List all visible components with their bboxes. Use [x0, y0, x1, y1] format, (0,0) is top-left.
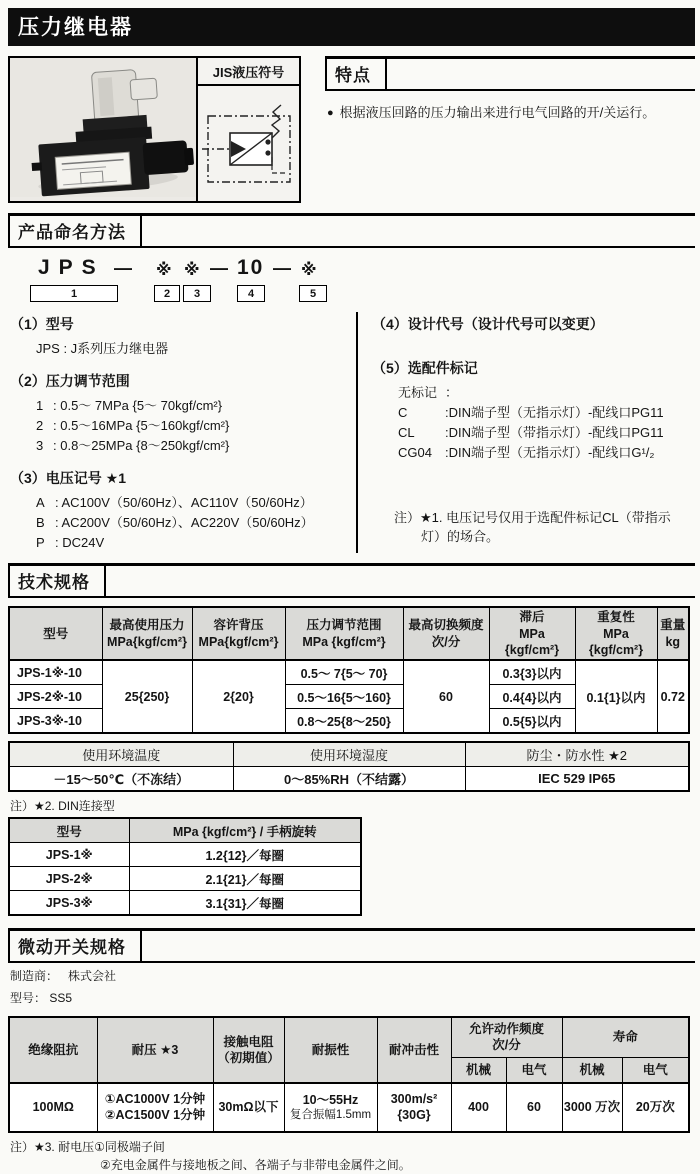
- item2-row: [10, 416, 356, 436]
- col-header-hysteresis: 滞后 MPa {kgf/cm²}: [489, 607, 575, 660]
- env-value-row: [9, 767, 689, 792]
- feature-text: 根据液压回路的压力输出来进行电气回路的开/关运行。: [339, 105, 656, 120]
- din-header-model: 型号: [9, 818, 129, 843]
- cell-back-pressure: 2{20}: [192, 660, 285, 733]
- header-shock: 耐冲击性: [377, 1017, 451, 1083]
- item5-key: C: [398, 405, 408, 421]
- item2-key: 3: [36, 437, 44, 453]
- switch-model-line: [10, 990, 695, 1007]
- col-header-max-pressure: 最高使用压力 MPa{kgf/cm²}: [102, 607, 192, 660]
- env-header-humidity: 使用环境湿度: [233, 742, 465, 767]
- item5-row: [372, 403, 695, 423]
- header-vibration: 耐振性: [284, 1017, 377, 1083]
- din-header-per-turn: MPa {kgf/cm²} / 手柄旋转: [129, 818, 361, 843]
- value-frequency-mechanical: 400: [451, 1083, 506, 1132]
- naming-column-left: [8, 312, 356, 553]
- switch-model-value: SS5: [49, 991, 73, 1006]
- item1-line: JPS : J系列压力继电器: [36, 341, 169, 356]
- subheader-electrical: 电气: [506, 1057, 562, 1083]
- cell-range: 0.5～ 7{5～ 70}: [285, 660, 403, 685]
- item3-row: [10, 533, 356, 553]
- note-star3: [10, 1138, 695, 1174]
- note-star2: 注）★2. DIN连接型: [10, 799, 115, 814]
- page-title: 压力继电器: [8, 8, 695, 46]
- item3-row: [10, 513, 356, 533]
- features-section: [325, 56, 695, 203]
- item5-value: ：: [445, 385, 459, 400]
- item2-value: : 0.5～ 7MPa {5～ 70kgf/cm²}: [53, 397, 223, 413]
- naming-column-right: [356, 312, 695, 553]
- col-header-max-frequency: 最高切换频度 次/分: [403, 607, 489, 660]
- header-withstand-voltage: 耐压 ★3: [97, 1017, 213, 1083]
- spec-row-jps1: [9, 660, 689, 685]
- item3-value: : AC100V（50/60Hz）、AC110V（50/60Hz）: [55, 494, 313, 510]
- din-cell-value: 1.2{12}／每圈: [129, 843, 361, 867]
- din-table: [8, 817, 362, 916]
- jis-hydraulic-symbol-icon: [202, 92, 296, 196]
- item5-row: [372, 423, 695, 443]
- item3-key: P: [36, 535, 45, 551]
- micro-header: [8, 928, 695, 963]
- switch-model-label: 型号：: [10, 991, 47, 1006]
- item5-value: :DIN端子型（带指示灯）-配线口PG11: [445, 425, 664, 441]
- features-header: [325, 56, 695, 91]
- manufacturer-line: [10, 968, 695, 985]
- overview-row: [8, 56, 695, 203]
- note-star1-line2: 灯）的场合。: [421, 529, 500, 545]
- code-model: JPS: [38, 256, 105, 279]
- features-title: 特点: [325, 59, 387, 89]
- cell-hysteresis: 0.4{4}以内: [489, 685, 575, 709]
- item2-heading: （2）压力调节范围: [10, 372, 130, 389]
- code-box-5: 5: [299, 285, 327, 302]
- item5-key: CG04: [398, 445, 432, 461]
- subheader-mechanical: 机械: [451, 1057, 506, 1083]
- product-box: [8, 56, 301, 203]
- cell-range: 0.8～25{8～250}: [285, 709, 403, 734]
- header-insulation: 绝缘阻抗: [9, 1017, 97, 1083]
- value-withstand-voltage: ①AC1000V 1分钟 ②AC1500V 1分钟: [97, 1083, 213, 1132]
- code-dash: —: [114, 258, 132, 278]
- din-cell-model: JPS-2※: [9, 867, 129, 891]
- item3-key: B: [36, 515, 45, 531]
- item5-row: [372, 443, 695, 463]
- item2-key: 1: [36, 397, 44, 413]
- cell-repeatability: 0.1{1}以内: [575, 660, 657, 733]
- naming-header: [8, 213, 695, 248]
- cell-model: JPS-1※-10: [9, 660, 102, 685]
- micro-value-row: [9, 1083, 689, 1132]
- din-cell-model: JPS-1※: [9, 843, 129, 867]
- code-box-4: 4: [237, 285, 265, 302]
- col-header-weight: 重量 kg: [657, 607, 689, 660]
- micro-switch-table: [8, 1016, 690, 1133]
- model-code-diagram: [20, 256, 695, 308]
- item2-value: : 0.8～25MPa {8～250kgf/cm²}: [53, 437, 230, 453]
- spec-section: [8, 563, 695, 916]
- value-frequency-electrical: 60: [506, 1083, 562, 1132]
- naming-title: 产品命名方法: [8, 216, 142, 246]
- code-star-3: ※: [301, 262, 317, 279]
- item3-row: [10, 493, 356, 513]
- item2-row: [10, 396, 356, 416]
- cell-model: JPS-3※-10: [9, 709, 102, 734]
- env-value-humidity: 0～85%RH（不结露）: [233, 767, 465, 792]
- env-header-protection: 防尘・防水性 ★2: [465, 742, 689, 767]
- env-header-temperature: 使用环境温度: [9, 742, 233, 767]
- item4-heading: （4）设计代号（设计代号可以变更）: [372, 316, 604, 332]
- header-contact-resistance: 接触电阻 （初期值）: [213, 1017, 284, 1083]
- note-star3-line2: ②充电金属件与接地板之间、各端子与非带电金属件之间。: [100, 1157, 411, 1172]
- code-dash: —: [210, 258, 228, 278]
- value-contact-resistance: 30mΩ以下: [213, 1083, 284, 1132]
- col-header-adjust-range: 压力调节范围 MPa {kgf/cm²}: [285, 607, 403, 660]
- env-value-temperature: －15～50℃（不冻结）: [9, 767, 233, 792]
- item5-key: CL: [398, 425, 415, 441]
- item1-heading: （1）型号: [10, 316, 74, 332]
- col-header-back-pressure: 容许背压 MPa{kgf/cm²}: [192, 607, 285, 660]
- naming-columns: [8, 312, 695, 553]
- code-star-2: ※: [184, 262, 200, 279]
- header-lifespan: 寿命: [562, 1017, 689, 1058]
- item3-key: A: [36, 494, 45, 510]
- note-star1: [372, 508, 695, 547]
- cell-max-pressure: 25{250}: [102, 660, 192, 733]
- env-header-row: [9, 742, 689, 767]
- item3-value: : DC24V: [55, 535, 105, 551]
- spec-title: 技术规格: [8, 566, 106, 596]
- value-life-mechanical: 3000 万次: [562, 1083, 622, 1132]
- din-cell-model: JPS-3※: [9, 891, 129, 916]
- code-box-1: 1: [30, 285, 118, 302]
- value-shock: 300m/s² {30G}: [377, 1083, 451, 1132]
- cell-hysteresis: 0.5{5}以内: [489, 709, 575, 734]
- item5-heading: （5）选配件标记: [372, 360, 478, 376]
- item5-value: :DIN端子型（无指示灯）-配线口PG11: [445, 405, 664, 421]
- item5-key: 无标记: [398, 385, 438, 400]
- din-row: [9, 843, 361, 867]
- product-photo: [10, 58, 196, 201]
- cell-max-frequency: 60: [403, 660, 489, 733]
- note-star1-line1: 注）★1. 电压记号仅用于选配件标记CL（带指示: [394, 509, 671, 525]
- micro-header-row-1: [9, 1017, 689, 1058]
- din-row: [9, 867, 361, 891]
- din-header-row: [9, 818, 361, 843]
- value-insulation: 100MΩ: [9, 1083, 97, 1132]
- item5-row: [372, 383, 695, 403]
- environment-table: [8, 741, 690, 792]
- code-dash: —: [273, 258, 291, 278]
- header-operation-frequency: 允许动作频度 次/分: [451, 1017, 562, 1058]
- cell-hysteresis: 0.3{3}以内: [489, 660, 575, 685]
- jis-symbol-label: JIS液压符号: [198, 58, 299, 86]
- micro-switch-section: [8, 928, 695, 1174]
- din-row: [9, 891, 361, 916]
- code-box-3: 3: [183, 285, 211, 302]
- din-cell-value: 3.1{31}／每圈: [129, 891, 361, 916]
- pressure-switch-photo-illustration: [10, 58, 196, 197]
- din-cell-value: 2.1{21}／每圈: [129, 867, 361, 891]
- code-box-2: 2: [154, 285, 180, 302]
- jis-hydraulic-symbol: [198, 86, 299, 201]
- item2-row: [10, 436, 356, 456]
- cell-weight: 0.72: [657, 660, 689, 733]
- col-header-model: 型号: [9, 607, 102, 660]
- item5-value: :DIN端子型（无指示灯）-配线口G¹/₂: [445, 445, 655, 461]
- item3-value: : AC200V（50/60Hz）、AC220V（50/60Hz）: [55, 515, 314, 531]
- spec-header: [8, 563, 695, 598]
- cell-model: JPS-2※-10: [9, 685, 102, 709]
- item2-key: 2: [36, 417, 44, 433]
- code-star-1: ※: [156, 262, 172, 279]
- micro-title: 微动开关规格: [8, 931, 142, 961]
- manufacturer-value: 株式会社: [68, 969, 117, 984]
- subheader-electrical: 电气: [622, 1057, 689, 1083]
- jis-symbol-column: [196, 58, 299, 201]
- cell-range: 0.5～16{5～160}: [285, 685, 403, 709]
- feature-item: [325, 103, 695, 123]
- naming-section: [8, 213, 695, 553]
- subheader-mechanical: 机械: [562, 1057, 622, 1083]
- spec-table: [8, 606, 690, 734]
- env-value-protection: IEC 529 IP65: [465, 767, 689, 792]
- manufacturer-label: 制造商：: [10, 969, 59, 984]
- value-vibration: 10～55Hz 复合振幅1.5mm: [284, 1083, 377, 1132]
- code-design-number: 10: [237, 256, 265, 279]
- col-header-repeatability: 重复性 MPa {kgf/cm²}: [575, 607, 657, 660]
- item3-heading: （3）电压记号 ★1: [10, 469, 127, 486]
- item2-value: : 0.5～16MPa {5～160kgf/cm²}: [53, 417, 230, 433]
- bullet-icon: ●: [327, 107, 334, 119]
- note-star3-line1: 注）★3. 耐电压①同极端子间: [10, 1139, 165, 1154]
- value-life-electrical: 20万次: [622, 1083, 689, 1132]
- spec-header-row: [9, 607, 689, 660]
